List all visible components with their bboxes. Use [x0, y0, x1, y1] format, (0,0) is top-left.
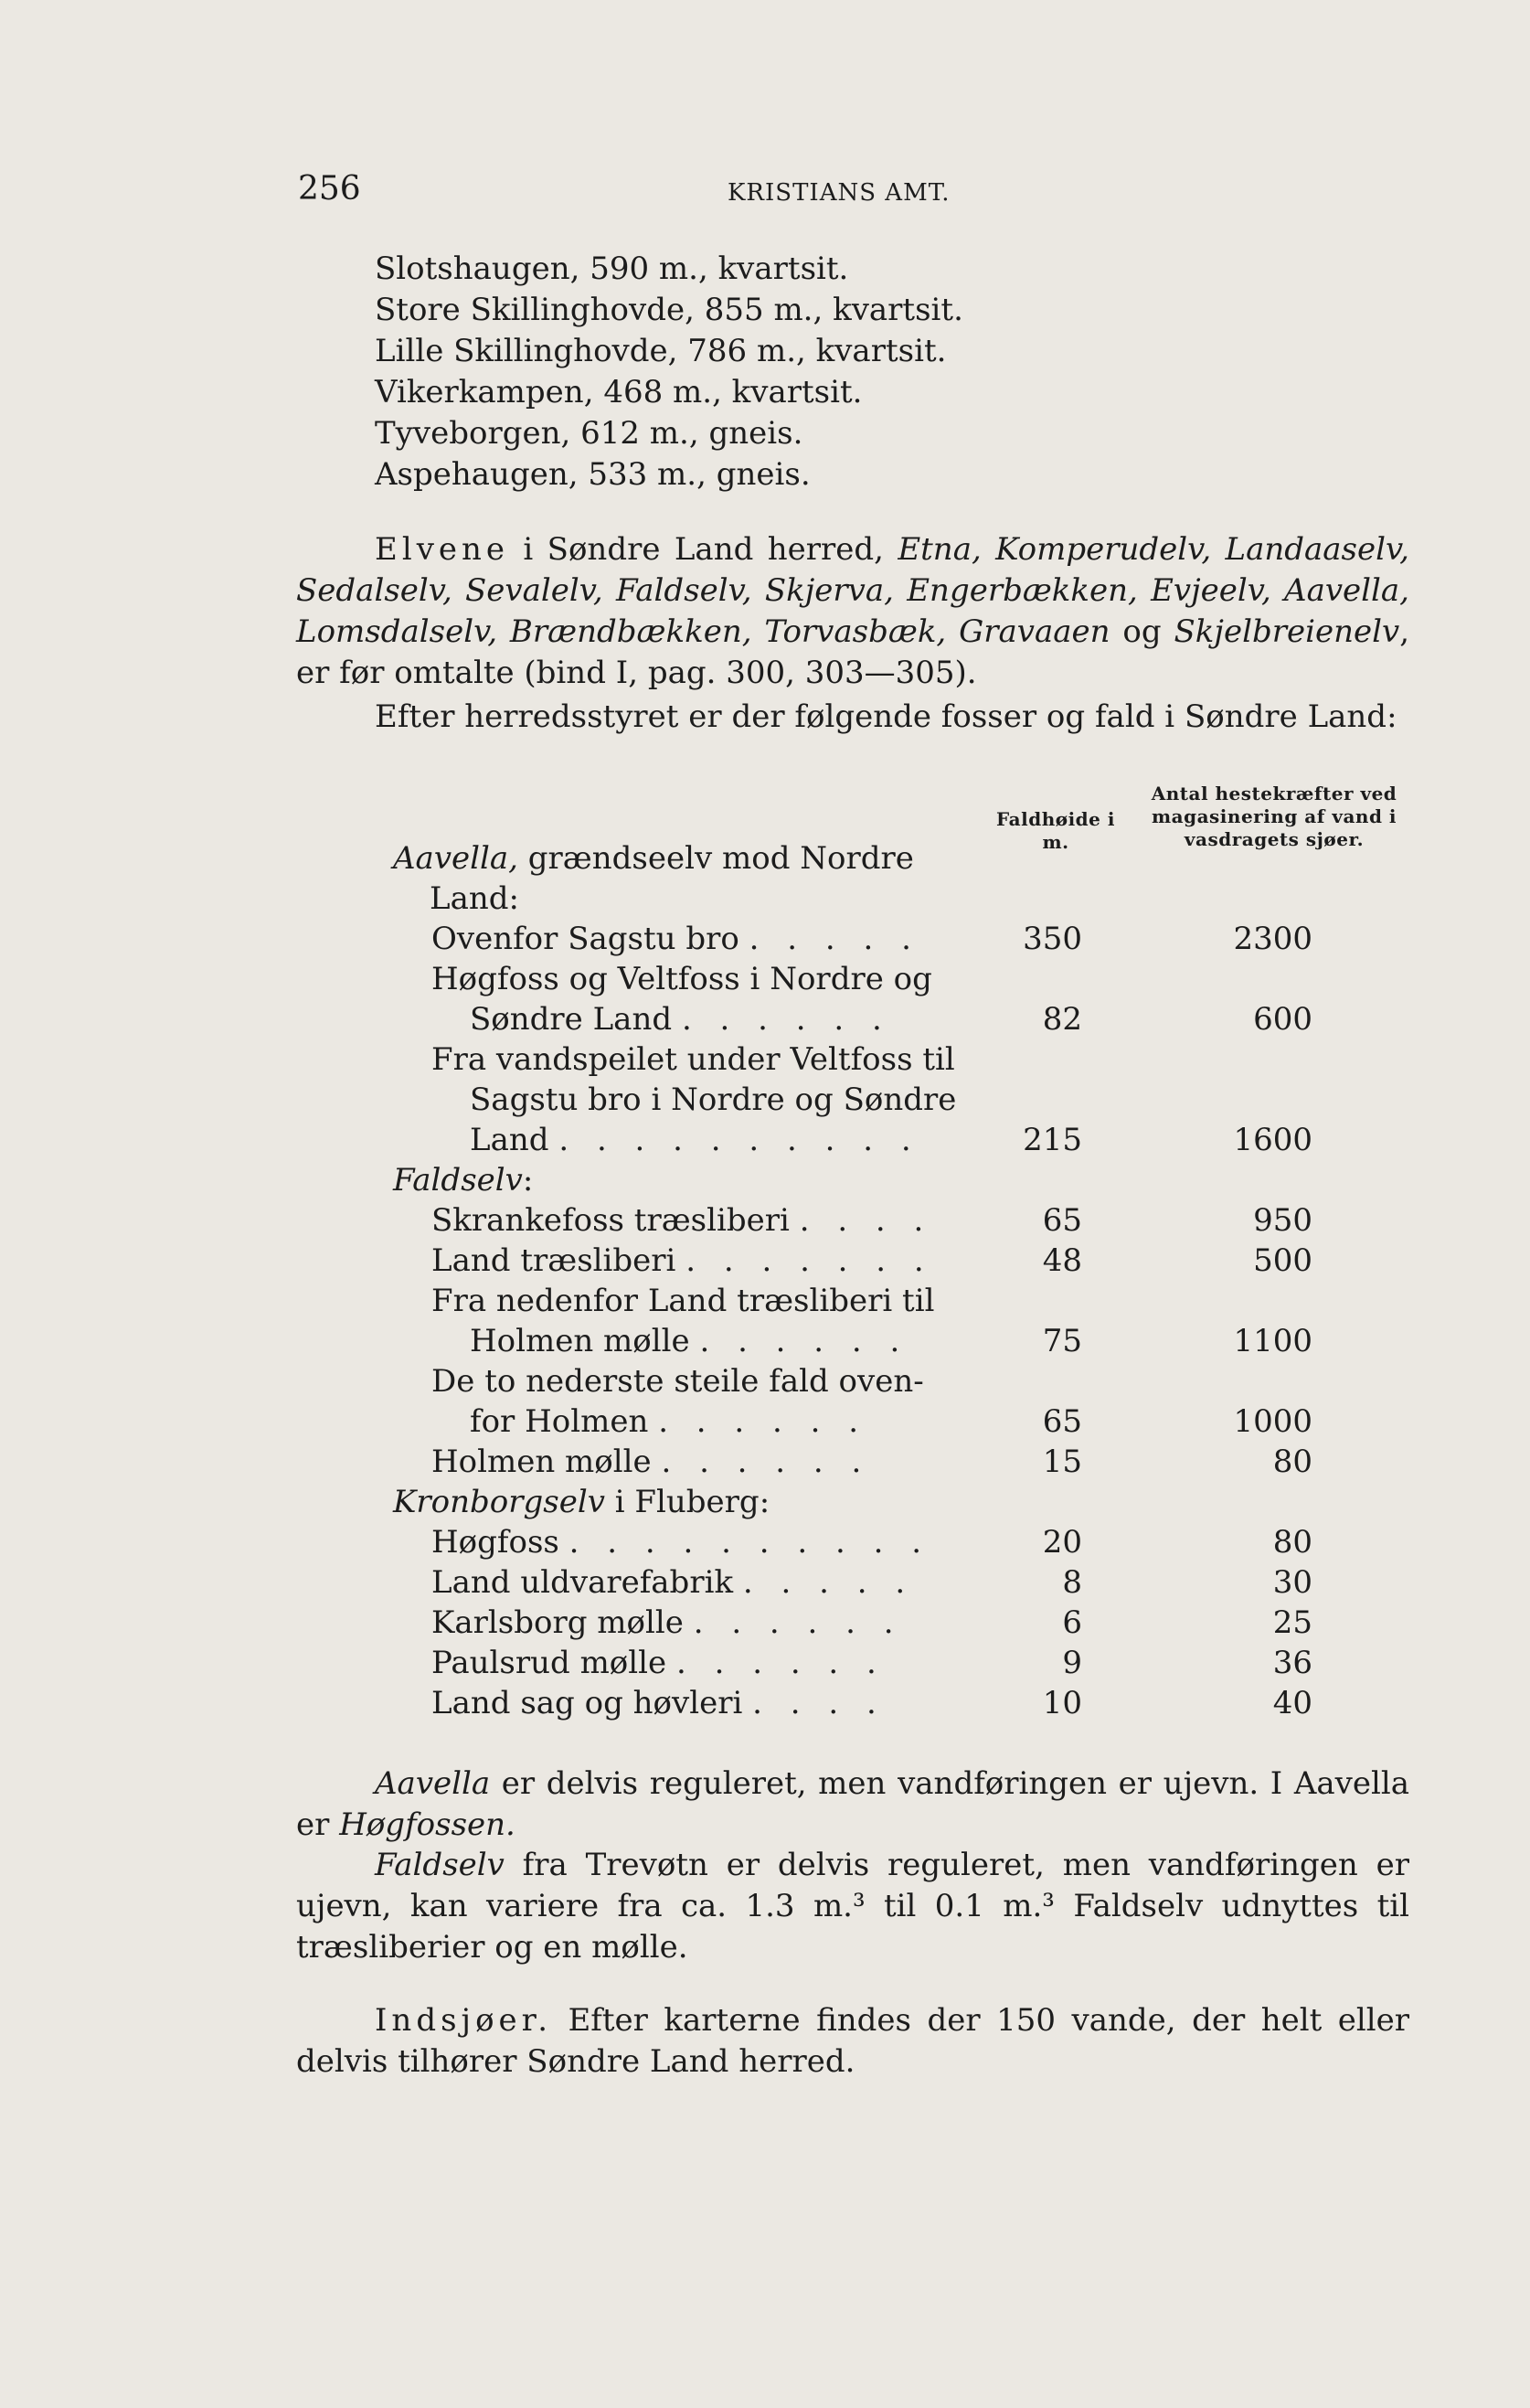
group-heading [393, 838, 914, 879]
rivers-lead-rest: i Søndre Land herred, [509, 531, 898, 568]
running-title: KRISTIANS AMT. [728, 179, 951, 207]
peak-item: Lille Skillinghovde, 786 m., kvartsit. [375, 333, 947, 369]
peak-item: Slotshaugen, 590 m., kvartsit. [375, 250, 849, 287]
page-header [298, 170, 1413, 216]
leader-dots: . . . . . [749, 921, 920, 957]
row-label: Skrankefoss træsliberi [431, 1202, 790, 1239]
hp-value: 36 [1272, 1645, 1312, 1681]
group-heading-rest: : [522, 1162, 534, 1199]
hp-value: 1000 [1233, 1403, 1312, 1440]
table-row [470, 1321, 908, 1361]
group-heading [393, 1160, 533, 1200]
row-label-line: Fra vandspeilet under Veltfoss til [431, 1041, 955, 1078]
leader-dots: . . . . . . [693, 1604, 903, 1641]
fall-value: 20 [1042, 1524, 1082, 1561]
faldselv-text: fra Trevøtn er delvis reguleret, men vandføringen er ujevn, kan variere fra ca. 1.3 m.³ til 0.1 m.³ Faldselv udnyttes til træsliberier og en mølle. [296, 1847, 1409, 1966]
rivers-paragraph [296, 529, 1409, 694]
hp-value: 1100 [1233, 1323, 1312, 1359]
lakes-lead: Indsjøer. [375, 2002, 552, 2039]
leader-dots: . . . . . . [658, 1403, 868, 1440]
group-heading-name: Aavella, [393, 840, 518, 877]
hp-value: 1600 [1233, 1122, 1312, 1158]
hp-value: 950 [1253, 1202, 1312, 1239]
hp-value: 500 [1253, 1242, 1312, 1279]
row-label: Holmen mølle [470, 1323, 690, 1359]
row-label: Søndre Land [470, 1001, 673, 1038]
row-label-line: De to nederste steile fald oven- [431, 1363, 924, 1400]
group-heading-rest: grændseelv mod Nordre [517, 840, 914, 877]
leader-dots: . . . . . . [661, 1444, 871, 1480]
leader-dots: . . . . . . [699, 1323, 909, 1359]
aavella-fall-name: Høgfossen. [339, 1806, 515, 1843]
peak-item: Aspehaugen, 533 m., gneis. [375, 456, 811, 493]
fall-value: 215 [1023, 1122, 1082, 1158]
fall-value: 65 [1042, 1202, 1082, 1239]
fall-value: 15 [1042, 1444, 1082, 1480]
lakes-paragraph [296, 2000, 1409, 2083]
hp-value: 2300 [1233, 921, 1312, 957]
peak-item: Store Skillinghovde, 855 m., kvartsit. [375, 292, 963, 328]
hp-value: 600 [1253, 1001, 1312, 1038]
fall-value: 75 [1042, 1323, 1082, 1359]
row-label: Holmen mølle [431, 1444, 652, 1480]
leader-dots: . . . . . . . [685, 1242, 933, 1279]
fall-value: 82 [1042, 1001, 1082, 1038]
leader-dots: . . . . . . [675, 1645, 886, 1681]
hp-value: 40 [1272, 1685, 1312, 1721]
rivers-og: og [1110, 613, 1174, 650]
row-label-line: Fra nedenfor Land træsliberi til [431, 1283, 935, 1319]
hp-value: 30 [1272, 1564, 1312, 1601]
hp-value: 80 [1272, 1444, 1312, 1480]
row-label: Høgfoss [431, 1524, 559, 1561]
rivers-list: Etna, Komperudelv, Landaaselv, Sedalselv, Sevalelv, Faldselv, Skjerva, Engerbækken, Evjeelv, Aavella, Lomsdalselv, Brændbækken, Torvasbæk, Gravaaen [296, 531, 1409, 650]
rivers-tail: , er før omtalte (bind I, pag. 300, 303—305). [296, 613, 1409, 691]
hp-value: 25 [1272, 1604, 1312, 1641]
page-number: 256 [298, 170, 361, 208]
aavella-text: er delvis reguleret, men vandføringen er ujevn. I Aavella er [296, 1765, 1409, 1843]
leader-dots: . . . . [799, 1202, 933, 1239]
fall-value: 8 [1062, 1564, 1082, 1601]
table-row [431, 1683, 886, 1723]
table-row [470, 1120, 920, 1160]
lakes-text: Efter karterne findes der 150 vande, der helt eller delvis tilhører Søndre Land herred. [296, 2002, 1409, 2080]
table-row [431, 1522, 930, 1562]
aavella-name: Aavella [375, 1765, 491, 1802]
peak-item: Vikerkampen, 468 m., kvartsit. [375, 374, 863, 410]
row-label: Paulsrud mølle [431, 1645, 667, 1681]
aavella-paragraph [296, 1763, 1409, 1846]
leader-dots: . . . . . . . . . . [558, 1122, 920, 1158]
group-heading [393, 1482, 770, 1522]
row-label: Karlsborg mølle [431, 1604, 684, 1641]
fall-value: 350 [1023, 921, 1082, 957]
peak-item: Tyveborgen, 612 m., gneis. [375, 415, 803, 452]
row-label-line: Høgfoss og Veltfoss i Nordre og [431, 961, 932, 997]
fall-value: 9 [1062, 1645, 1082, 1681]
fall-value: 48 [1042, 1242, 1082, 1279]
group-heading-cont: Land: [430, 880, 519, 917]
table-row [431, 1241, 933, 1281]
leader-dots: . . . . [752, 1685, 886, 1721]
intro-paragraph: Efter herredsstyret er der følgende fosser og fald i Søndre Land: [375, 698, 1397, 735]
group-heading-name: Faldselv [393, 1162, 523, 1199]
fall-value: 10 [1042, 1685, 1082, 1721]
row-label-line: Sagstu bro i Nordre og Søndre [470, 1081, 957, 1118]
table-row [470, 1401, 867, 1442]
row-label: Ovenfor Sagstu bro [431, 921, 739, 957]
fall-value: 65 [1042, 1403, 1082, 1440]
row-label: Land [470, 1122, 549, 1158]
leader-dots: . . . . . . [681, 1001, 891, 1038]
group-heading-name: Kronborgselv [393, 1484, 605, 1520]
leader-dots: . . . . . . . . . . [568, 1524, 931, 1561]
group-heading-rest: i Fluberg: [604, 1484, 770, 1520]
leader-dots: . . . . . [742, 1564, 915, 1601]
faldselv-paragraph [296, 1845, 1409, 1968]
hp-value: 80 [1272, 1524, 1312, 1561]
fall-value: 6 [1062, 1604, 1082, 1641]
row-label: Land sag og høvleri [431, 1685, 743, 1721]
table-row [431, 1603, 903, 1643]
faldselv-name: Faldselv [375, 1847, 505, 1883]
table-row [431, 1562, 914, 1603]
table-row [431, 1643, 886, 1683]
rivers-lead: Elvene [375, 531, 510, 568]
peak-list [375, 249, 963, 495]
table-row [431, 919, 920, 959]
column-header-fall: Faldhøide i m. [996, 808, 1115, 853]
row-label: Land træsliberi [431, 1242, 676, 1279]
table-row [431, 1442, 870, 1482]
table-row [470, 999, 891, 1039]
row-label: for Holmen [470, 1403, 649, 1440]
row-label: Land uldvarefabrik [431, 1564, 734, 1601]
column-header-horsepower: Antal hestekræfter ved magasinering af vand i vasdragets sjøer. [1151, 783, 1397, 850]
table-row [431, 1200, 932, 1241]
rivers-last: Skjelbreienelv [1174, 613, 1400, 650]
